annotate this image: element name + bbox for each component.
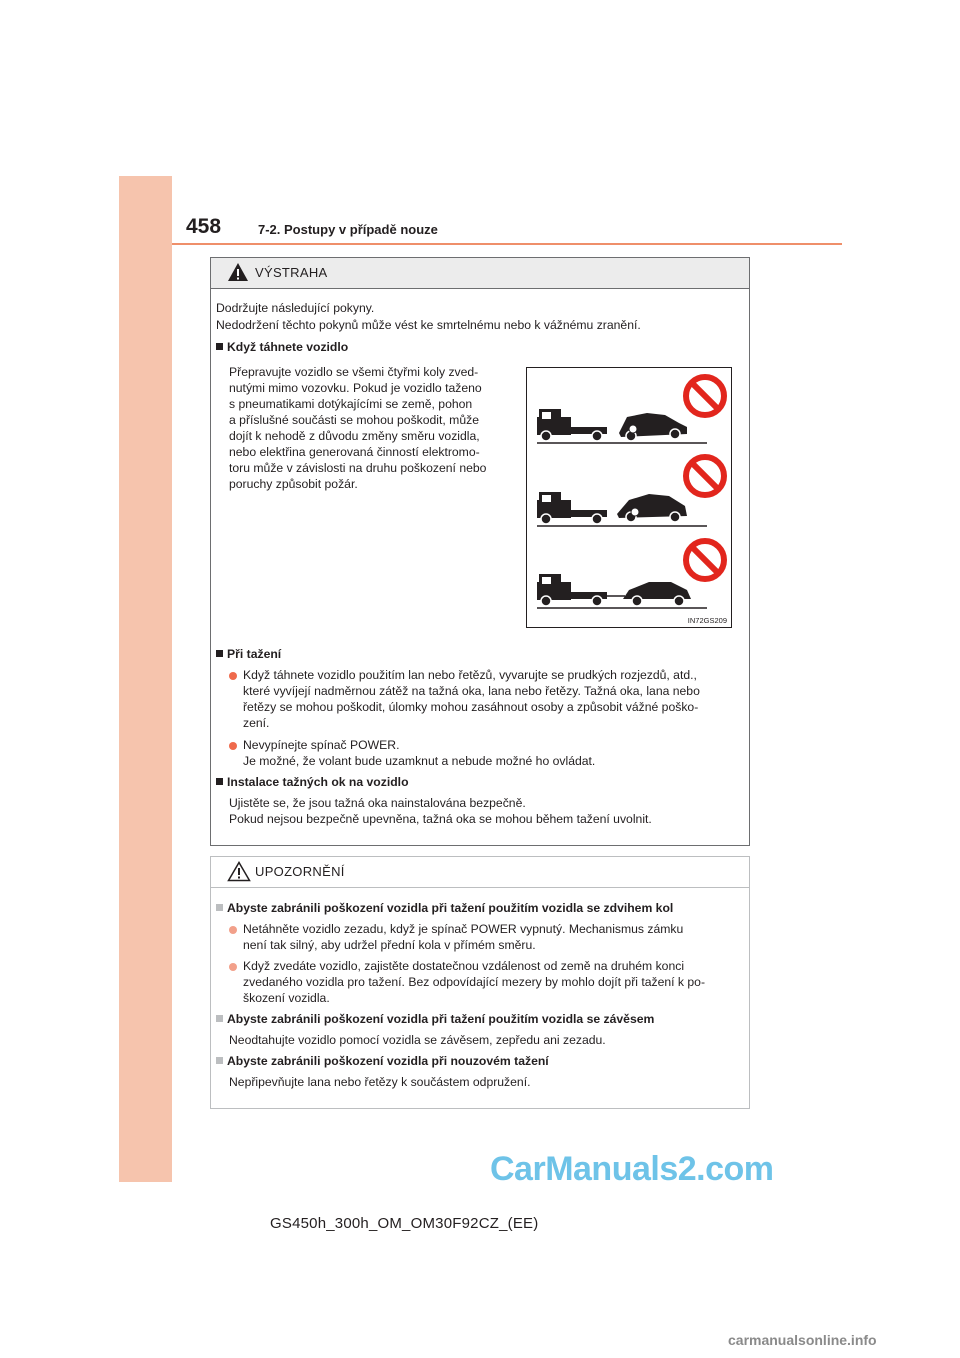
towing-illustration (526, 367, 732, 628)
caution-paragraph-2: Neodtahujte vozidlo pomocí vozidla se závěsem, zepředu ani zezadu. (229, 1033, 606, 1047)
bullet-icon (229, 963, 237, 971)
header-rule (172, 243, 842, 245)
page-number: 458 (186, 215, 222, 238)
scene-1 (537, 409, 707, 443)
caution-bullet-line: Když zvedáte vozidlo, zajistěte dostatečnou vzdálenost od země na druhém konci (243, 959, 685, 973)
caution-heading-3: Abyste zabránili poškození vozidla při nouzovém tažení (216, 1053, 549, 1070)
warning-intro-2: Nedodržení těchto pokynů může vést ke smrtelnému nebo k vážnému zranění. (216, 318, 641, 332)
scene-3 (537, 574, 707, 608)
square-bullet-icon (216, 778, 223, 785)
caution-heading-1: Abyste zabránili poškození vozidla při tažení použitím vozidla se zdvihem kol (216, 900, 673, 917)
caution-paragraph-3: Nepřipevňujte lana nebo řetězy k součástem odpružení. (229, 1075, 531, 1089)
bullet-line: zení. (243, 716, 270, 730)
caution-bullet-line: není tak silný, aby udržel přední kola v přímém směru. (243, 938, 536, 952)
bullet-line: řetězy se mohou poškodit, úlomky mohou zasáhnout osoby a způsobit vážné poško- (243, 700, 699, 714)
warning-header (211, 258, 749, 289)
caution-bullet-line: zvedaného vozidla pro tažení. Bez odpovídající mezery by mohlo dojít při tažení k po- (243, 975, 706, 989)
tow-line: nutými mimo vozovku. Pokud je vozidlo taženo (229, 381, 482, 395)
tow-line: poruchy způsobit požár. (229, 477, 358, 491)
caution-title: UPOZORNĚNÍ (255, 864, 345, 879)
square-bullet-icon (216, 650, 223, 657)
tow-line: s pneumatikami dotýkajícími se země, pohon (229, 397, 473, 411)
warning-intro-1: Dodržujte následující pokyny. (216, 301, 375, 315)
tow-line: Přepravujte vozidlo se všemi čtyřmi koly zved- (229, 365, 479, 379)
prohibited-icon (686, 457, 724, 495)
bullet-icon (229, 926, 237, 934)
caution-triangle-icon (227, 861, 251, 882)
square-bullet-icon (216, 343, 223, 350)
square-bullet-icon (216, 1057, 223, 1064)
tow-heading: Když táhnete vozidlo (216, 339, 348, 356)
image-code: IN72GS209 (687, 616, 727, 625)
caution-header (211, 857, 749, 888)
caution-bullet-line: Netáhněte vozidlo zezadu, když je spínač POWER vypnutý. Mechanismus zámku (243, 922, 684, 936)
hooks-line-1: Ujistěte se, že jsou tažná oka nainstalována bezpečně. (229, 796, 526, 810)
square-bullet-icon (216, 904, 223, 911)
tow-line: dojít k nehodě z důvodu změny směru vozidla, (229, 429, 480, 443)
prohibited-icon (686, 541, 724, 579)
bullet-icon (229, 672, 237, 680)
caution-bullet-line: škození vozidla. (243, 991, 330, 1005)
hooks-line-2: Pokud nejsou bezpečně upevněna, tažná oka se mohou během tažení uvolnit. (229, 812, 652, 826)
caution-heading-2: Abyste zabránili poškození vozidla při tažení použitím vozidla se závěsem (216, 1011, 654, 1028)
hooks-heading: Instalace tažných ok na vozidlo (216, 774, 409, 791)
towing-scenes (527, 368, 731, 627)
chapter-sidebar (119, 176, 172, 1182)
section-title: 7-2. Postupy v případě nouze (258, 222, 438, 237)
square-bullet-icon (216, 1015, 223, 1022)
warning-title: VÝSTRAHA (255, 265, 328, 280)
towing-heading: Při tažení (216, 646, 281, 663)
tow-line: toru může v závislosti na druhu poškození nebo (229, 461, 487, 475)
bullet-icon (229, 742, 237, 750)
bullet-line: Když táhnete vozidlo použitím lan nebo řetězů, vyvarujte se prudkých rozjezdů, atd., (243, 668, 697, 682)
towing-bullet-2-line-2: Je možné, že volant bude uzamknut a nebude možné ho ovládat. (243, 754, 596, 768)
warning-triangle-icon (227, 262, 249, 282)
scene-2 (537, 492, 707, 526)
tow-line: nebo elektřina generovaná činností elektromo- (229, 445, 480, 459)
bullet-line: které vyvíjejí nadměrnou zátěž na tažná oka, lana nebo řetězy. Tažná oka, lana nebo (243, 684, 700, 698)
footer-code: GS450h_300h_OM_OM30F92CZ_(EE) (270, 1215, 539, 1232)
watermark-carmanualsonline: carmanualsonline.info (728, 1332, 877, 1348)
watermark-carmanuals2: CarManuals2.com (490, 1150, 774, 1188)
prohibited-icon (686, 377, 724, 415)
towing-bullet-2-line-1: Nevypínejte spínač POWER. (243, 738, 400, 752)
tow-line: a příslušné součásti se mohou poškodit, může (229, 413, 479, 427)
